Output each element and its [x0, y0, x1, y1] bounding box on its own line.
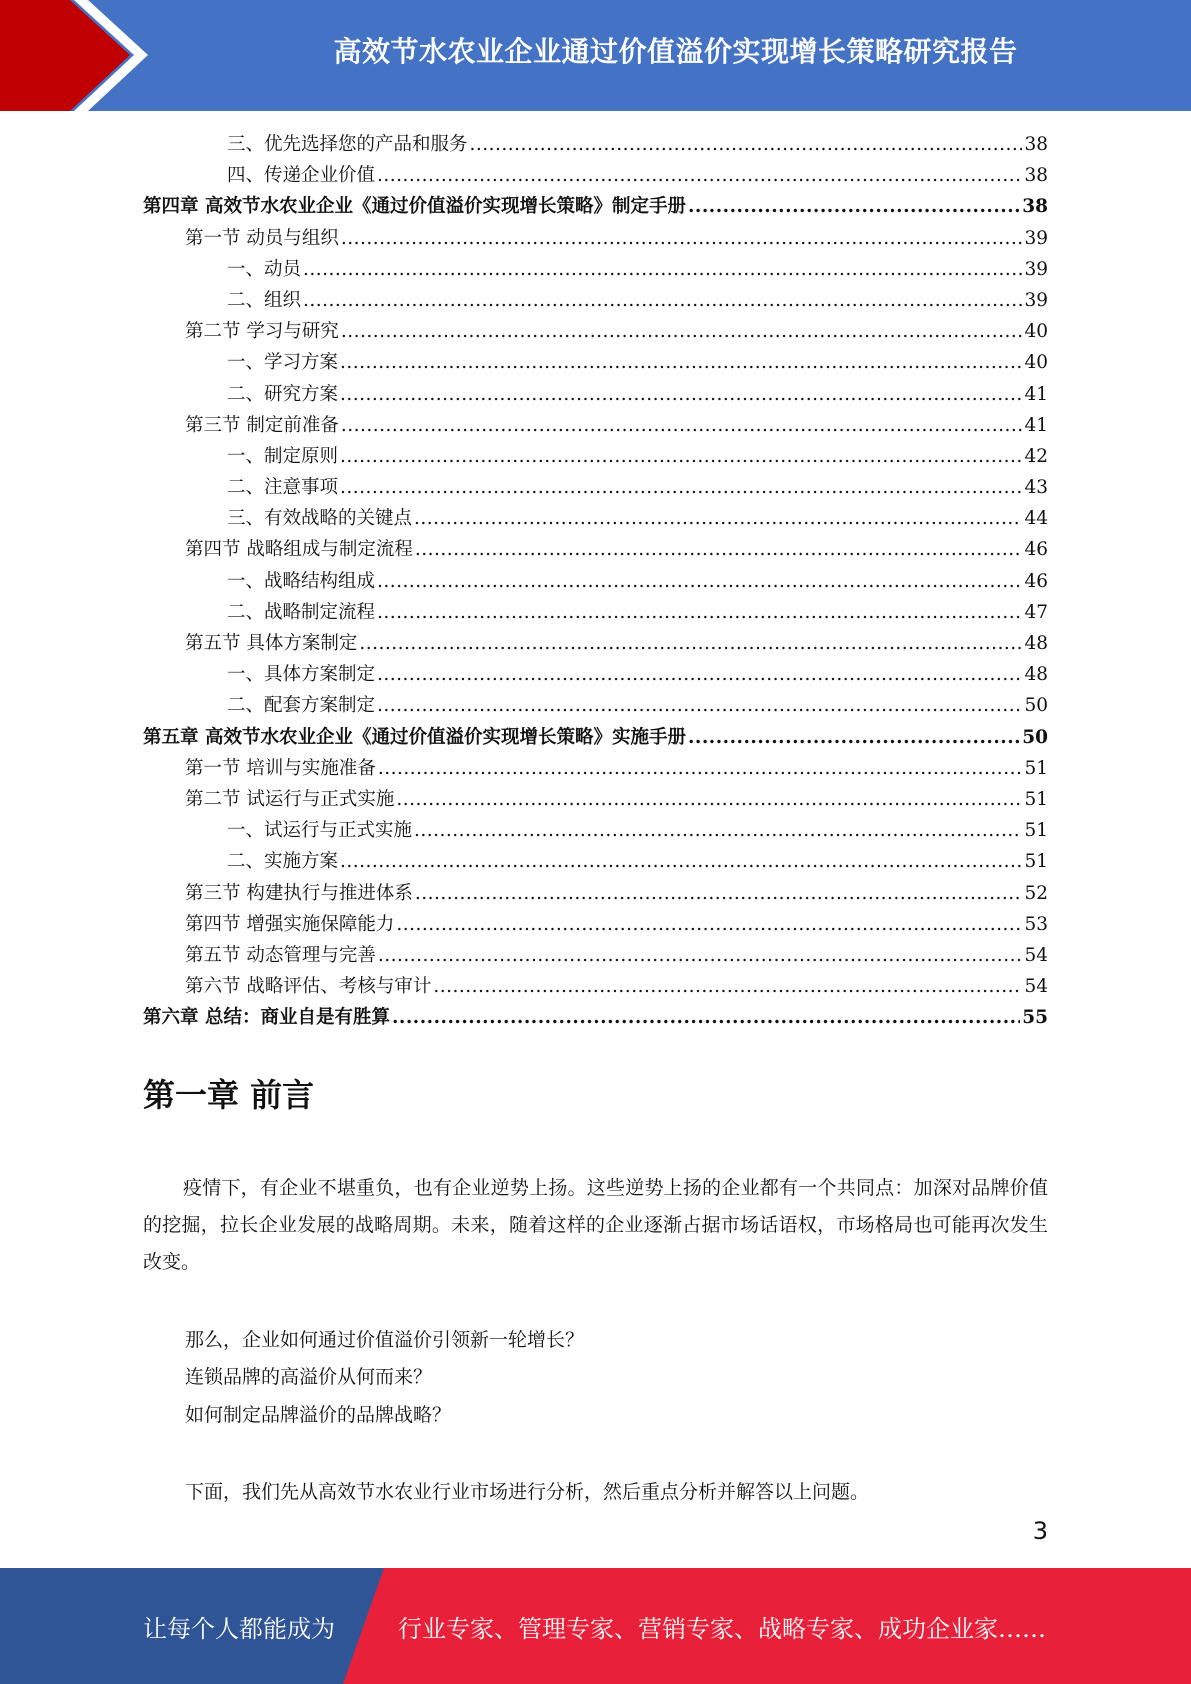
toc-entry-page: 42: [1024, 445, 1048, 467]
toc-dot-leader: [340, 441, 1022, 472]
chapter-title: 第一章 前言: [143, 1076, 315, 1114]
toc-dot-leader: [415, 878, 1023, 909]
toc-entry-page: 38: [1024, 165, 1048, 187]
toc-entry-label: 第五节 具体方案制定: [185, 633, 358, 654]
toc-section-entry[interactable]: [143, 410, 1048, 441]
toc-dot-leader: [359, 628, 1022, 659]
toc-entry-label: 一、试运行与正式实施: [227, 820, 413, 842]
toc-chapter-entry[interactable]: [143, 1002, 1048, 1033]
toc-section-entry[interactable]: [143, 909, 1048, 940]
toc-entry-page: 43: [1024, 477, 1048, 499]
toc-dot-leader: [433, 971, 1022, 1002]
toc-entry-page: 50: [1022, 726, 1048, 748]
toc-dot-leader: [414, 503, 1022, 534]
toc-dot-leader: [377, 566, 1022, 597]
toc-subsection-entry[interactable]: [143, 503, 1048, 534]
toc-entry-page: 55: [1022, 1007, 1048, 1029]
toc-subsection-entry[interactable]: [143, 690, 1048, 721]
toc-entry-page: 51: [1024, 788, 1048, 810]
toc-entry-page: 40: [1024, 321, 1048, 343]
toc-entry-page: 51: [1024, 851, 1048, 873]
footer-slogan-left: 让每个人都能成为: [143, 1614, 335, 1643]
toc-entry-page: 40: [1024, 352, 1048, 374]
toc-entry-label: 一、战略结构组成: [227, 570, 376, 592]
toc-dot-leader: [377, 690, 1022, 721]
toc-subsection-entry[interactable]: [143, 347, 1048, 378]
toc-subsection-entry[interactable]: [143, 566, 1048, 597]
toc-entry-label: 二、实施方案: [227, 851, 339, 873]
toc-chapter-entry[interactable]: [143, 191, 1048, 222]
toc-entry-label: 第五节 动态管理与完善: [185, 944, 376, 966]
toc-entry-page: 44: [1024, 508, 1048, 530]
toc-entry-page: 51: [1024, 757, 1048, 779]
toc-entry-label: 第三节 构建执行与推进体系: [185, 882, 413, 904]
toc-dot-leader: [378, 753, 1023, 784]
toc-entry-label: 第一节 动员与组织: [185, 227, 339, 249]
toc-entry-label: 第四节 增强实施保障能力: [185, 913, 395, 935]
toc-dot-leader: [341, 410, 1023, 441]
toc-entry-label: 第四节 战略组成与制定流程: [185, 539, 413, 561]
toc-entry-page: 39: [1024, 258, 1048, 280]
toc-entry-label: 二、组织: [227, 289, 302, 311]
toc-subsection-entry[interactable]: [143, 379, 1048, 410]
toc-section-entry[interactable]: [143, 753, 1048, 784]
toc-dot-leader: [303, 254, 1022, 285]
toc-entry-label: 第四章 高效节水农业企业《通过价值溢价实现增长策略》制定手册: [143, 196, 686, 218]
toc-entry-page: 53: [1024, 913, 1048, 935]
toc-entry-page: 39: [1024, 227, 1048, 249]
toc-subsection-entry[interactable]: [143, 285, 1048, 316]
toc-entry-label: 三、优先选择您的产品和服务: [227, 134, 468, 155]
toc-section-entry[interactable]: [143, 628, 1048, 659]
toc-entry-label: 二、研究方案: [227, 383, 339, 405]
toc-entry-label: 第六节 战略评估、考核与审计: [185, 976, 432, 998]
toc-subsection-entry[interactable]: [143, 659, 1048, 690]
toc-entry-page: 52: [1024, 882, 1048, 904]
toc-entry-page: 46: [1024, 570, 1048, 592]
toc-entry-label: 一、制定原则: [227, 445, 339, 467]
toc-subsection-entry[interactable]: [143, 160, 1048, 191]
toc-dot-leader: [688, 722, 1020, 753]
toc-entry-page: 50: [1024, 695, 1048, 717]
toc-entry-label: 一、学习方案: [227, 352, 339, 374]
toc-entry-label: 三、有效战略的关键点: [227, 508, 413, 530]
toc-entry-page: 41: [1024, 383, 1048, 405]
closing-paragraph: 下面，我们先从高效节水农业行业市场进行分析，然后重点分析并解答以上问题。: [185, 1481, 870, 1503]
toc-entry-page: 41: [1024, 414, 1048, 436]
page-number: 3: [1032, 1517, 1048, 1545]
toc-dot-leader: [396, 909, 1022, 940]
toc-dot-leader: [340, 846, 1022, 877]
question-line: 那么，企业如何通过价值溢价引领新一轮增长？: [185, 1329, 585, 1351]
toc-entry-page: 48: [1024, 664, 1048, 686]
toc-entry-page: 48: [1024, 633, 1048, 654]
toc-dot-leader: [377, 659, 1022, 690]
toc-section-entry[interactable]: [143, 784, 1048, 815]
toc-entry-label: 第二节 试运行与正式实施: [185, 788, 395, 810]
toc-dot-leader: [303, 285, 1022, 316]
toc-entry-page: 51: [1024, 820, 1048, 842]
toc-entry-label: 四、传递企业价值: [227, 165, 376, 187]
toc-entry-label: 二、配套方案制定: [227, 695, 376, 717]
toc-section-entry[interactable]: [143, 971, 1048, 1002]
toc-subsection-entry[interactable]: [143, 254, 1048, 285]
table-of-contents: [143, 129, 1048, 1033]
toc-subsection-entry[interactable]: [143, 846, 1048, 877]
toc-entry-label: 二、战略制定流程: [227, 601, 376, 623]
toc-section-entry[interactable]: [143, 940, 1048, 971]
toc-dot-leader: [392, 1002, 1020, 1033]
toc-dot-leader: [688, 191, 1020, 222]
toc-entry-label: 二、注意事项: [227, 477, 339, 499]
toc-section-entry[interactable]: [143, 534, 1048, 565]
toc-entry-label: 第三节 制定前准备: [185, 414, 339, 436]
toc-entry-page: 38: [1022, 196, 1048, 218]
toc-entry-page: 54: [1024, 944, 1048, 966]
toc-subsection-entry[interactable]: [143, 472, 1048, 503]
toc-entry-page: 39: [1024, 289, 1048, 311]
toc-entry-page: 47: [1024, 601, 1048, 623]
toc-section-entry[interactable]: [143, 316, 1048, 347]
toc-subsection-entry[interactable]: [143, 441, 1048, 472]
toc-dot-leader: [340, 472, 1022, 503]
toc-dot-leader: [414, 815, 1022, 846]
footer-slogan-right: 行业专家、管理专家、营销专家、战略专家、成功企业家……: [398, 1614, 1046, 1643]
toc-subsection-entry[interactable]: [143, 597, 1048, 628]
toc-section-entry[interactable]: [143, 223, 1048, 254]
toc-entry-label: 第一节 培训与实施准备: [185, 757, 376, 779]
toc-entry-label: 一、具体方案制定: [227, 664, 376, 686]
toc-dot-leader: [340, 347, 1022, 378]
toc-entry-label: 第五章 高效节水农业企业《通过价值溢价实现增长策略》实施手册: [143, 726, 686, 748]
toc-dot-leader: [378, 940, 1023, 971]
toc-subsection-entry[interactable]: [143, 129, 1048, 160]
toc-dot-leader: [340, 379, 1022, 410]
toc-dot-leader: [377, 160, 1022, 191]
toc-entry-page: 46: [1024, 539, 1048, 561]
toc-dot-leader: [341, 223, 1023, 254]
toc-entry-page: 38: [1024, 134, 1048, 155]
toc-dot-leader: [396, 784, 1022, 815]
toc-entry-label: 第二节 学习与研究: [185, 321, 339, 343]
intro-paragraph: 疫情下，有企业不堪重负，也有企业逆势上扬。这些逆势上扬的企业都有一个共同点：加深对品牌价值的挖掘，拉长企业发展的战略周期。未来，随着这样的企业逐渐占据市场话语权，市场格局也可能再次发生改变。: [143, 1177, 1048, 1273]
header-banner: [0, 0, 1191, 111]
question-line: 如何制定品牌溢价的品牌战略？: [185, 1404, 452, 1426]
toc-dot-leader: [377, 597, 1022, 628]
toc-dot-leader: [341, 316, 1023, 347]
toc-entry-label: 一、动员: [227, 258, 302, 280]
question-line: 连锁品牌的高溢价从何而来？: [185, 1366, 433, 1388]
toc-section-entry[interactable]: [143, 878, 1048, 909]
report-title: 高效节水农业企业通过价值溢价实现增长策略研究报告: [333, 35, 1018, 68]
toc-dot-leader: [470, 129, 1023, 160]
toc-entry-page: 54: [1024, 976, 1048, 998]
toc-dot-leader: [415, 534, 1023, 565]
toc-chapter-entry[interactable]: [143, 722, 1048, 753]
footer-banner: [0, 1568, 1191, 1684]
toc-entry-label: 第六章 总结：商业自是有胜算: [143, 1007, 390, 1029]
toc-subsection-entry[interactable]: [143, 815, 1048, 846]
